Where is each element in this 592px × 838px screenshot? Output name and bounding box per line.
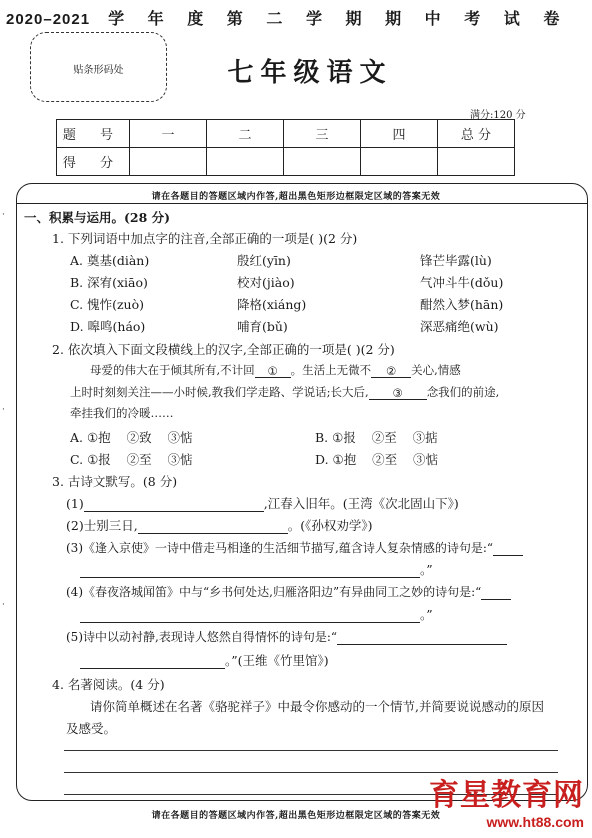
q4-body-line-2: 及感受。 [66,721,117,736]
q2-passage-line-3: 牵挂我们的冷暖…… [70,406,174,420]
q3-text: 。(《孙权劝学》) [287,518,373,533]
watermark-logo-text: 育星教育网 [429,778,584,813]
q1-option: 校对(jiào) [237,275,295,290]
q2-blank-3[interactable] [369,386,427,400]
score-header-cell: 题 号 [57,120,130,148]
q2-text: 关心,情感 [411,363,461,377]
score-cell[interactable] [284,148,361,176]
q3-item-3 [66,539,523,556]
q3-text: (5)诗中以动衬静,表现诗人悠然自得情怀的诗句是:“ [66,630,337,644]
q3-text: 。” [420,562,433,577]
q3-text: 。”(王维《竹里馆》) [225,653,329,668]
blank-marker: ① [267,364,278,378]
q3-blank[interactable] [80,609,420,623]
q3-item-4-cont [80,605,433,623]
q3-item-2 [66,516,372,534]
q3-blank[interactable] [337,631,507,645]
q1-option: 酣然入梦(hān) [420,297,504,312]
score-table-header-row [57,120,515,148]
q3-blank[interactable] [481,586,511,600]
q1-option: C. 愧怍(zuò) [70,297,144,312]
q2-blank-2[interactable] [371,364,411,378]
q1-option: 殷红(yīn) [237,253,291,268]
score-cell[interactable] [361,148,438,176]
score-header-cell: 二 [207,120,284,148]
q3-blank[interactable] [138,520,288,534]
score-table [56,119,515,176]
blank-marker: ③ [392,386,403,400]
q1-option: 锋芒毕露(lù) [420,253,492,268]
q3-text: (4)《春夜洛城闻笛》中与“乡书何处达,归雁洛阳边”有异曲同工之妙的诗句是:“ [66,585,482,599]
divider [16,203,587,204]
score-cell[interactable] [207,148,284,176]
q3-text: (1) [66,496,84,511]
q3-text: 。” [420,607,433,622]
q1-option: 降格(xiáng) [237,297,307,312]
q3-item-5-cont [80,651,329,669]
score-header-cell: 四 [361,120,438,148]
q3-text: ,江春入旧年。(王湾《次北固山下》) [263,496,459,511]
q2-text: 母爱的伟大在于倾其所有,不计回 [90,363,255,377]
question-4-stem: 4. 名著阅读。(4 分) [52,677,165,692]
q3-item-1 [66,494,459,512]
q1-option: 哺育(bǔ) [237,319,288,334]
q1-option: D. 嗥鸣(háo) [70,319,146,334]
q2-blank-1[interactable] [255,364,291,378]
question-1-stem: 1. 下列词语中加点字的注音,全部正确的一项是( )(2 分) [52,231,358,246]
blank-marker: ② [386,364,397,378]
q2-text: 念我们的前途, [426,385,500,399]
margin-mark: · [2,405,5,415]
q3-item-4 [66,583,511,600]
q3-blank[interactable] [493,542,523,556]
watermark-url: www.ht88.com [486,814,584,830]
q1-option: 深恶痛绝(wù) [420,319,499,334]
q2-passage-line-1 [90,362,461,378]
q1-option: 气冲斗牛(dǒu) [420,275,504,290]
notice-top: 请在各题目的答题区域内作答,超出黑色矩形边框限定区域的答案无效 [151,192,441,202]
q3-blank[interactable] [80,564,420,578]
full-score: 满分:120 分 [470,110,526,121]
score-cell[interactable] [130,148,207,176]
q2-option-d: D. ①抱 ②至 ③惦 [315,452,439,467]
q3-blank[interactable] [80,655,225,669]
barcode-label: 贴条形码处 [73,65,124,76]
notice-bottom: 请在各题目的答题区域内作答,超出黑色矩形边框限定区域的答案无效 [151,811,441,821]
score-header-cell: 三 [284,120,361,148]
q3-text: (2)士别三日, [66,518,138,533]
question-3-stem: 3. 古诗文默写。(8 分) [52,474,178,489]
q2-text: 上时时刻刻关注——小时候,教我们学走路、学说话;长大后, [70,385,369,399]
barcode-area [30,32,167,102]
section-heading: 一、积累与运用。(28 分) [24,210,171,225]
q1-option: A. 奠基(diàn) [70,253,150,268]
q3-item-5 [66,628,507,645]
margin-mark: · [2,210,5,220]
watermark [429,770,584,830]
exam-header [6,6,586,28]
page-title: 七年级语文 [227,58,393,88]
score-header-cell: 总 分 [438,120,515,148]
q1-option: B. 深宥(xiāo) [70,275,148,290]
question-2-stem: 2. 依次填入下面文段横线上的汉字,全部正确的一项是( )(2 分) [52,342,395,357]
score-header-cell: 一 [130,120,207,148]
q2-text: 。生活上无微不 [290,363,372,377]
q2-option-c: C. ①报 ②至 ③惦 [70,452,193,467]
q4-body-line-1: 请你简单概述在名著《骆驼祥子》中最令你感动的一个情节,并简要说说感动的原因 [90,699,544,714]
score-cell[interactable] [438,148,515,176]
score-row-label: 得 分 [57,148,130,176]
margin-mark: · [2,600,5,610]
school-year: 2020–2021 [6,11,91,28]
q2-option-b: B. ①报 ②至 ③掂 [315,430,438,445]
q2-passage-line-2 [70,384,499,400]
exam-title: 学 年 度 第 二 学 期 期 中 考 试 卷 [108,9,569,28]
q3-blank[interactable] [84,498,264,512]
q4-answer-line[interactable] [64,750,558,751]
q3-text: (3)《逢入京使》一诗中借走马相逢的生活细节描写,蕴含诗人复杂情感的诗句是:“ [66,541,493,555]
q3-item-3-cont [80,560,433,578]
score-table-score-row [57,148,515,176]
q2-option-a: A. ①抱 ②致 ③惦 [70,430,193,445]
